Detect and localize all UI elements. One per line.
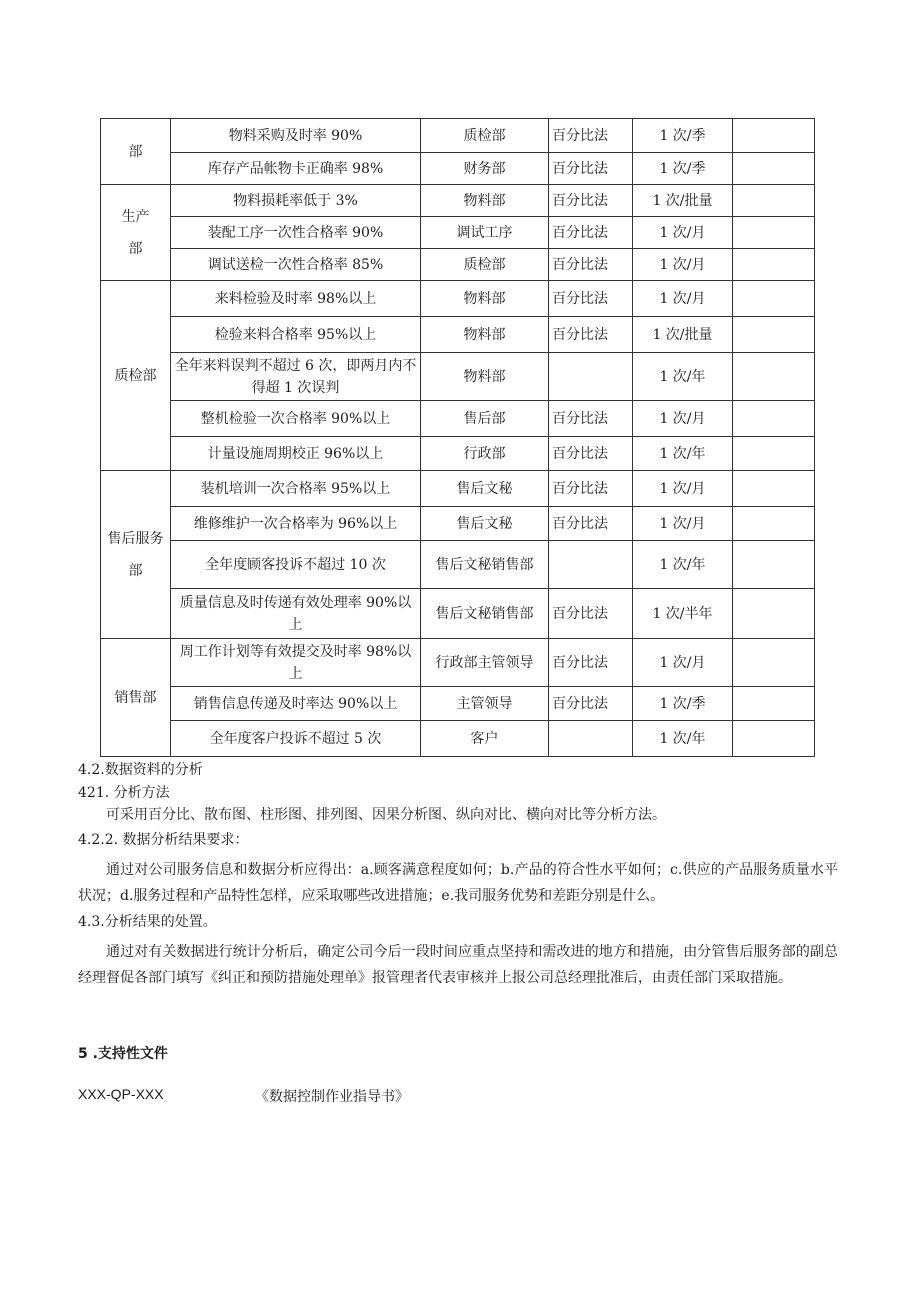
indicator-cell: 整机检验一次合格率 90%以上 xyxy=(171,401,421,437)
table-row xyxy=(101,153,815,185)
frequency-cell: 1 次/季 xyxy=(633,119,733,153)
frequency-cell: 1 次/半年 xyxy=(633,589,733,639)
blank-cell xyxy=(733,687,815,721)
target-department-cell: 调试工序 xyxy=(421,217,549,249)
method-cell: 百分比法 xyxy=(549,153,633,185)
table-row xyxy=(101,639,815,687)
target-department-cell: 主管领导 xyxy=(421,687,549,721)
section-5-heading: 5 .支持性文件 xyxy=(78,1046,168,1062)
frequency-cell: 1 次/年 xyxy=(633,437,733,471)
blank-cell xyxy=(733,317,815,353)
section-4-2-1-text: 可采用百分比、散布图、柱形图、排列图、因果分析图、纵向对比、横向对比等分析方法。 xyxy=(106,807,666,823)
blank-cell xyxy=(733,119,815,153)
target-department-cell: 售后文秘销售部 xyxy=(421,589,549,639)
document-code: XXX-QP-XXX xyxy=(78,1086,164,1102)
table-row xyxy=(101,721,815,757)
target-department-cell: 财务部 xyxy=(421,153,549,185)
blank-cell xyxy=(733,471,815,507)
target-department-cell: 质检部 xyxy=(421,249,549,281)
table-row xyxy=(101,281,815,317)
target-department-cell: 客户 xyxy=(421,721,549,757)
table-row xyxy=(101,249,815,281)
table-row xyxy=(101,589,815,639)
table-row xyxy=(101,687,815,721)
document-title: 《数据控制作业指导书》 xyxy=(255,1089,409,1105)
kpi-table xyxy=(100,118,815,757)
table-row xyxy=(101,507,815,541)
table-row xyxy=(101,119,815,153)
target-department-cell: 售后部 xyxy=(421,401,549,437)
target-department-cell: 质检部 xyxy=(421,119,549,153)
blank-cell xyxy=(733,541,815,589)
section-4-3-heading: 4.3.分析结果的处置。 xyxy=(78,914,217,930)
target-department-cell: 售后文秘销售部 xyxy=(421,541,549,589)
target-department-cell: 行政部 xyxy=(421,437,549,471)
blank-cell xyxy=(733,353,815,401)
section-4-2-2-text: 通过对公司服务信息和数据分析应得出：a.顾客满意程度如何；b.产品的符合性水平如何；c.供应的产品服务质量水平状况；d.服务过程和产品特性怎样，应采取哪些改进措施；e.我司服务优势和差距分别是什么。 xyxy=(78,862,838,904)
frequency-cell: 1 次/月 xyxy=(633,217,733,249)
frequency-cell: 1 次/批量 xyxy=(633,185,733,217)
frequency-cell: 1 次/年 xyxy=(633,353,733,401)
blank-cell xyxy=(733,639,815,687)
indicator-cell: 物料损耗率低于 3% xyxy=(171,185,421,217)
blank-cell xyxy=(733,185,815,217)
indicator-cell: 检验来料合格率 95%以上 xyxy=(171,317,421,353)
target-department-cell: 物料部 xyxy=(421,185,549,217)
method-cell: 百分比法 xyxy=(549,589,633,639)
indicator-cell: 装配工序一次性合格率 90% xyxy=(171,217,421,249)
indicator-cell: 周工作计划等有效提交及时率 98%以上 xyxy=(171,639,421,687)
blank-cell xyxy=(733,401,815,437)
department-cell: 质检部 xyxy=(101,281,171,471)
target-department-cell: 物料部 xyxy=(421,317,549,353)
frequency-cell: 1 次/批量 xyxy=(633,317,733,353)
method-cell: 百分比法 xyxy=(549,217,633,249)
blank-cell xyxy=(733,281,815,317)
target-department-cell: 售后文秘 xyxy=(421,507,549,541)
method-cell: 百分比法 xyxy=(549,471,633,507)
method-cell: 百分比法 xyxy=(549,401,633,437)
table-row xyxy=(101,437,815,471)
method-cell: 百分比法 xyxy=(549,687,633,721)
blank-cell xyxy=(733,249,815,281)
section-4-2-1-heading: 421. 分析方法 xyxy=(78,785,170,801)
blank-cell xyxy=(733,437,815,471)
table-row xyxy=(101,353,815,401)
method-cell xyxy=(549,541,633,589)
table-row xyxy=(101,401,815,437)
table-row xyxy=(101,185,815,217)
table-row xyxy=(101,541,815,589)
table-row xyxy=(101,317,815,353)
section-4-3-text: 通过对有关数据进行统计分析后，确定公司今后一段时间应重点坚持和需改进的地方和措施，由分管售后服务部的副总经理督促各部门填写《纠正和预防措施处理单》报管理者代表审核并上报公司总经理批准后，由责任部门采取措施。 xyxy=(78,944,838,986)
section-4-2-heading: 4.2.数据资料的分析 xyxy=(78,762,203,778)
indicator-cell: 销售信息传递及时率达 90%以上 xyxy=(171,687,421,721)
frequency-cell: 1 次/月 xyxy=(633,471,733,507)
method-cell: 百分比法 xyxy=(549,281,633,317)
section-4-2-2-heading: 4.2.2. 数据分析结果要求： xyxy=(78,832,249,848)
indicator-cell: 计量设施周期校正 96%以上 xyxy=(171,437,421,471)
department-cell: 部 xyxy=(101,119,171,185)
method-cell: 百分比法 xyxy=(549,185,633,217)
method-cell: 百分比法 xyxy=(549,437,633,471)
target-department-cell: 物料部 xyxy=(421,281,549,317)
indicator-cell: 全年来料误判不超过 6 次，即两月内不得超 1 次误判 xyxy=(171,353,421,401)
blank-cell xyxy=(733,589,815,639)
blank-cell xyxy=(733,217,815,249)
blank-cell xyxy=(733,721,815,757)
frequency-cell: 1 次/年 xyxy=(633,721,733,757)
blank-cell xyxy=(733,507,815,541)
department-cell: 售后服务 部 xyxy=(101,471,171,639)
table-row xyxy=(101,471,815,507)
frequency-cell: 1 次/月 xyxy=(633,249,733,281)
frequency-cell: 1 次/季 xyxy=(633,153,733,185)
method-cell xyxy=(549,353,633,401)
indicator-cell: 装机培训一次合格率 95%以上 xyxy=(171,471,421,507)
indicator-cell: 库存产品帐物卡正确率 98% xyxy=(171,153,421,185)
indicator-cell: 物料采购及时率 90% xyxy=(171,119,421,153)
blank-cell xyxy=(733,153,815,185)
frequency-cell: 1 次/月 xyxy=(633,507,733,541)
indicator-cell: 调试送检一次性合格率 85% xyxy=(171,249,421,281)
method-cell: 百分比法 xyxy=(549,249,633,281)
department-cell: 生产 部 xyxy=(101,185,171,281)
indicator-cell: 全年度客户投诉不超过 5 次 xyxy=(171,721,421,757)
target-department-cell: 行政部主管领导 xyxy=(421,639,549,687)
method-cell: 百分比法 xyxy=(549,119,633,153)
frequency-cell: 1 次/月 xyxy=(633,401,733,437)
indicator-cell: 来料检验及时率 98%以上 xyxy=(171,281,421,317)
method-cell: 百分比法 xyxy=(549,639,633,687)
indicator-cell: 全年度顾客投诉不超过 10 次 xyxy=(171,541,421,589)
department-cell: 销售部 xyxy=(101,639,171,757)
method-cell: 百分比法 xyxy=(549,507,633,541)
frequency-cell: 1 次/月 xyxy=(633,639,733,687)
method-cell: 百分比法 xyxy=(549,317,633,353)
method-cell xyxy=(549,721,633,757)
indicator-cell: 维修维护一次合格率为 96%以上 xyxy=(171,507,421,541)
target-department-cell: 售后文秘 xyxy=(421,471,549,507)
frequency-cell: 1 次/月 xyxy=(633,281,733,317)
frequency-cell: 1 次/年 xyxy=(633,541,733,589)
indicator-cell: 质量信息及时传递有效处理率 90%以上 xyxy=(171,589,421,639)
target-department-cell: 物料部 xyxy=(421,353,549,401)
frequency-cell: 1 次/季 xyxy=(633,687,733,721)
table-row xyxy=(101,217,815,249)
